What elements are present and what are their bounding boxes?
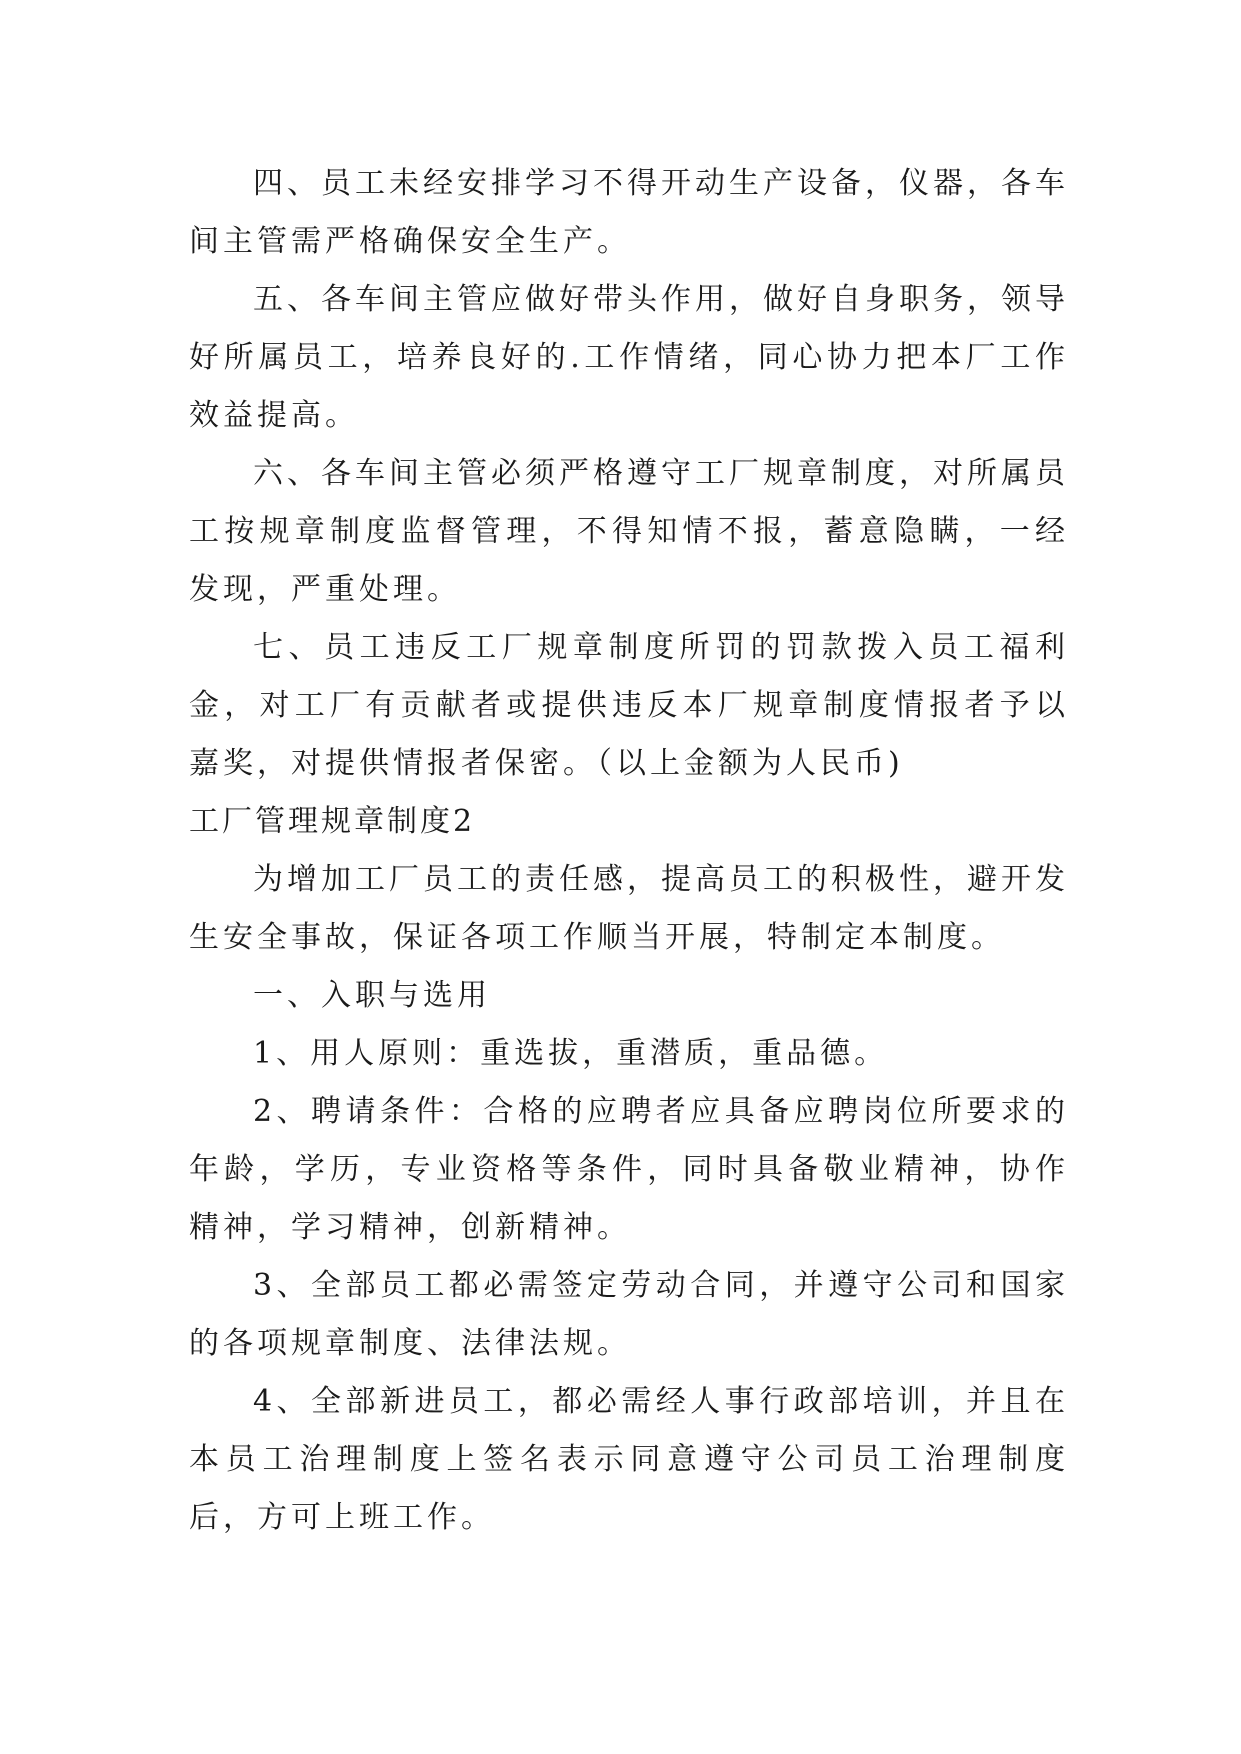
list-item-4: 4、全部新进员工，都必需经人事行政部培训，并且在本员工治理制度上签名表示同意遵守公司员工治理制度后，方可上班工作。 <box>189 1384 1069 1535</box>
paragraph-4: 四、员工未经安排学习不得开动生产设备，仪器，各车间主管需严格确保安全生产。 <box>189 166 1069 259</box>
section-title: 工厂管理规章制度2 <box>189 804 476 839</box>
intro-paragraph: 为增加工厂员工的责任感，提高员工的积极性，避开发生安全事故，保证各项工作顺当开展，特制定本制度。 <box>189 862 1069 955</box>
document-body <box>189 155 1069 1547</box>
list-item-2: 2、聘请条件：合格的应聘者应具备应聘岗位所要求的年龄，学历，专业资格等条件，同时具备敬业精神，协作精神，学习精神，创新精神。 <box>189 1094 1069 1245</box>
list-item-1: 1、用人原则：重选拔，重潜质，重品德。 <box>253 1036 889 1071</box>
list-item-3: 3、全部员工都必需签定劳动合同，并遵守公司和国家的各项规章制度、法律法规。 <box>189 1268 1069 1361</box>
paragraph-6: 六、各车间主管必须严格遵守工厂规章制度，对所属员工按规章制度监督管理，不得知情不报，蓄意隐瞒，一经发现，严重处理。 <box>189 456 1069 607</box>
paragraph-5: 五、各车间主管应做好带头作用，做好自身职务，领导好所属员工，培养良好的.工作情绪，同心协力把本厂工作效益提高。 <box>189 282 1069 433</box>
subsection-heading: 一、入职与选用 <box>253 978 491 1013</box>
paragraph-7: 七、员工违反工厂规章制度所罚的罚款拨入员工福利金，对工厂有贡献者或提供违反本厂规章制度情报者予以嘉奖，对提供情报者保密。（以上金额为人民币) <box>189 630 1069 781</box>
